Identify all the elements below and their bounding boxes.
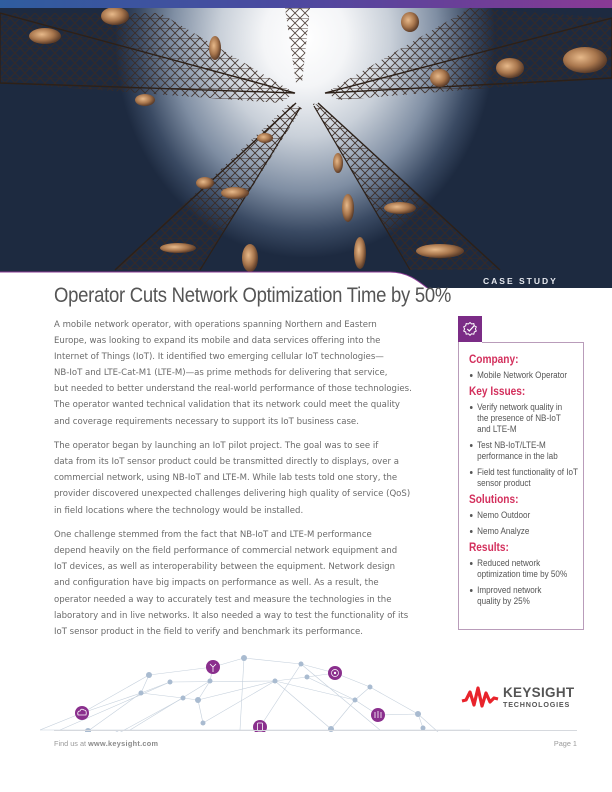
hero-image [0,8,612,288]
website-link[interactable]: www.keysight.com [88,739,159,748]
wifi-router-icon [371,708,385,722]
section-heading: Results: [469,542,509,554]
section-solutions [469,494,583,537]
document-type-label: CASE STUDY [483,276,558,286]
section-key-issues [469,386,583,489]
list-item: Improved network quality by 25% [469,585,566,607]
keysight-wave-icon [461,686,499,710]
badge-check-icon [462,321,478,337]
telecom-towers-illustration [0,8,612,288]
list-item: Nemo Outdoor [469,510,579,521]
section-heading: Solutions: [469,494,519,506]
logo-wordmark: KEYSIGHT [503,685,575,700]
paragraph-2: The operator began by launching an IoT pilot project. The goal was to see if data from its IoT sensor product could be transmitted directly to displays, over a commercial network, using NB-IoT and LTE-M. While lab tests told one story, the provider discovered unexpected challenges delivering high quality of service (QoS) in field locations where the technology would be installed. [54,441,411,516]
list-item: Test NB-IoT/LTE-M performance in the lab [469,440,559,462]
list-item: Verify network quality in the presence of NB-IoT and LTE-M [469,402,566,435]
footer-divider [54,730,577,731]
cloud-icon [75,706,89,720]
section-results [469,542,583,607]
section-company [469,354,583,381]
footer-website: Find us at www.keysight.com [54,739,159,748]
paragraph-3: One challenge stemmed from the fact that NB-IoT and LTE-M performance depend heavily on the field performance of commercial network equipment and IoT devices, as well as interoperability between the equipment. Network design and configuration have big impacts on performance as well. As a result, the operator needed a way to accurately test and measure the technologies in the laboratory and in live networks. It also needed a way to test the functionality of its IoT sensor product in the field to verify and benchmark its performance. [54,530,409,637]
list-item: Nemo Analyze [469,526,579,537]
list-item: Field test functionality of IoT sensor product [469,467,579,489]
section-heading: Key Issues: [469,386,526,398]
section-heading: Company: [469,354,519,366]
logo-subtitle: TECHNOLOGIES [503,700,571,709]
network-mesh-graphic [40,645,470,732]
top-accent-bar [0,0,612,8]
page-number: Page 1 [553,739,577,748]
paragraph-1: A mobile network operator, with operations spanning Northern and Eastern Europe, was looking to expand its mobile and data services offering into the Internet of Things (IoT). It identified two emerging cellular IoT technologies— NB-IoT and LTE-Cat-M1 (LTE-M)—as prime methods for delivering that service, but needed to better understand the real-world performance of those technologies. The operator wanted technical validation that its network could meet the quality and coverage requirements necessary to support its IoT business case. [54,320,412,427]
list-item: Mobile Network Operator [469,370,579,381]
body-text [54,317,419,648]
list-item: Reduced network optimization time by 50% [469,558,577,580]
keysight-logo [461,686,574,710]
summary-sidebar [458,342,584,630]
signal-broadcast-icon [328,666,342,680]
antenna-tower-icon [206,660,220,674]
sidebar-icon-tab [458,316,482,342]
page-title: Operator Cuts Network Optimization Time by 50% [54,283,452,307]
